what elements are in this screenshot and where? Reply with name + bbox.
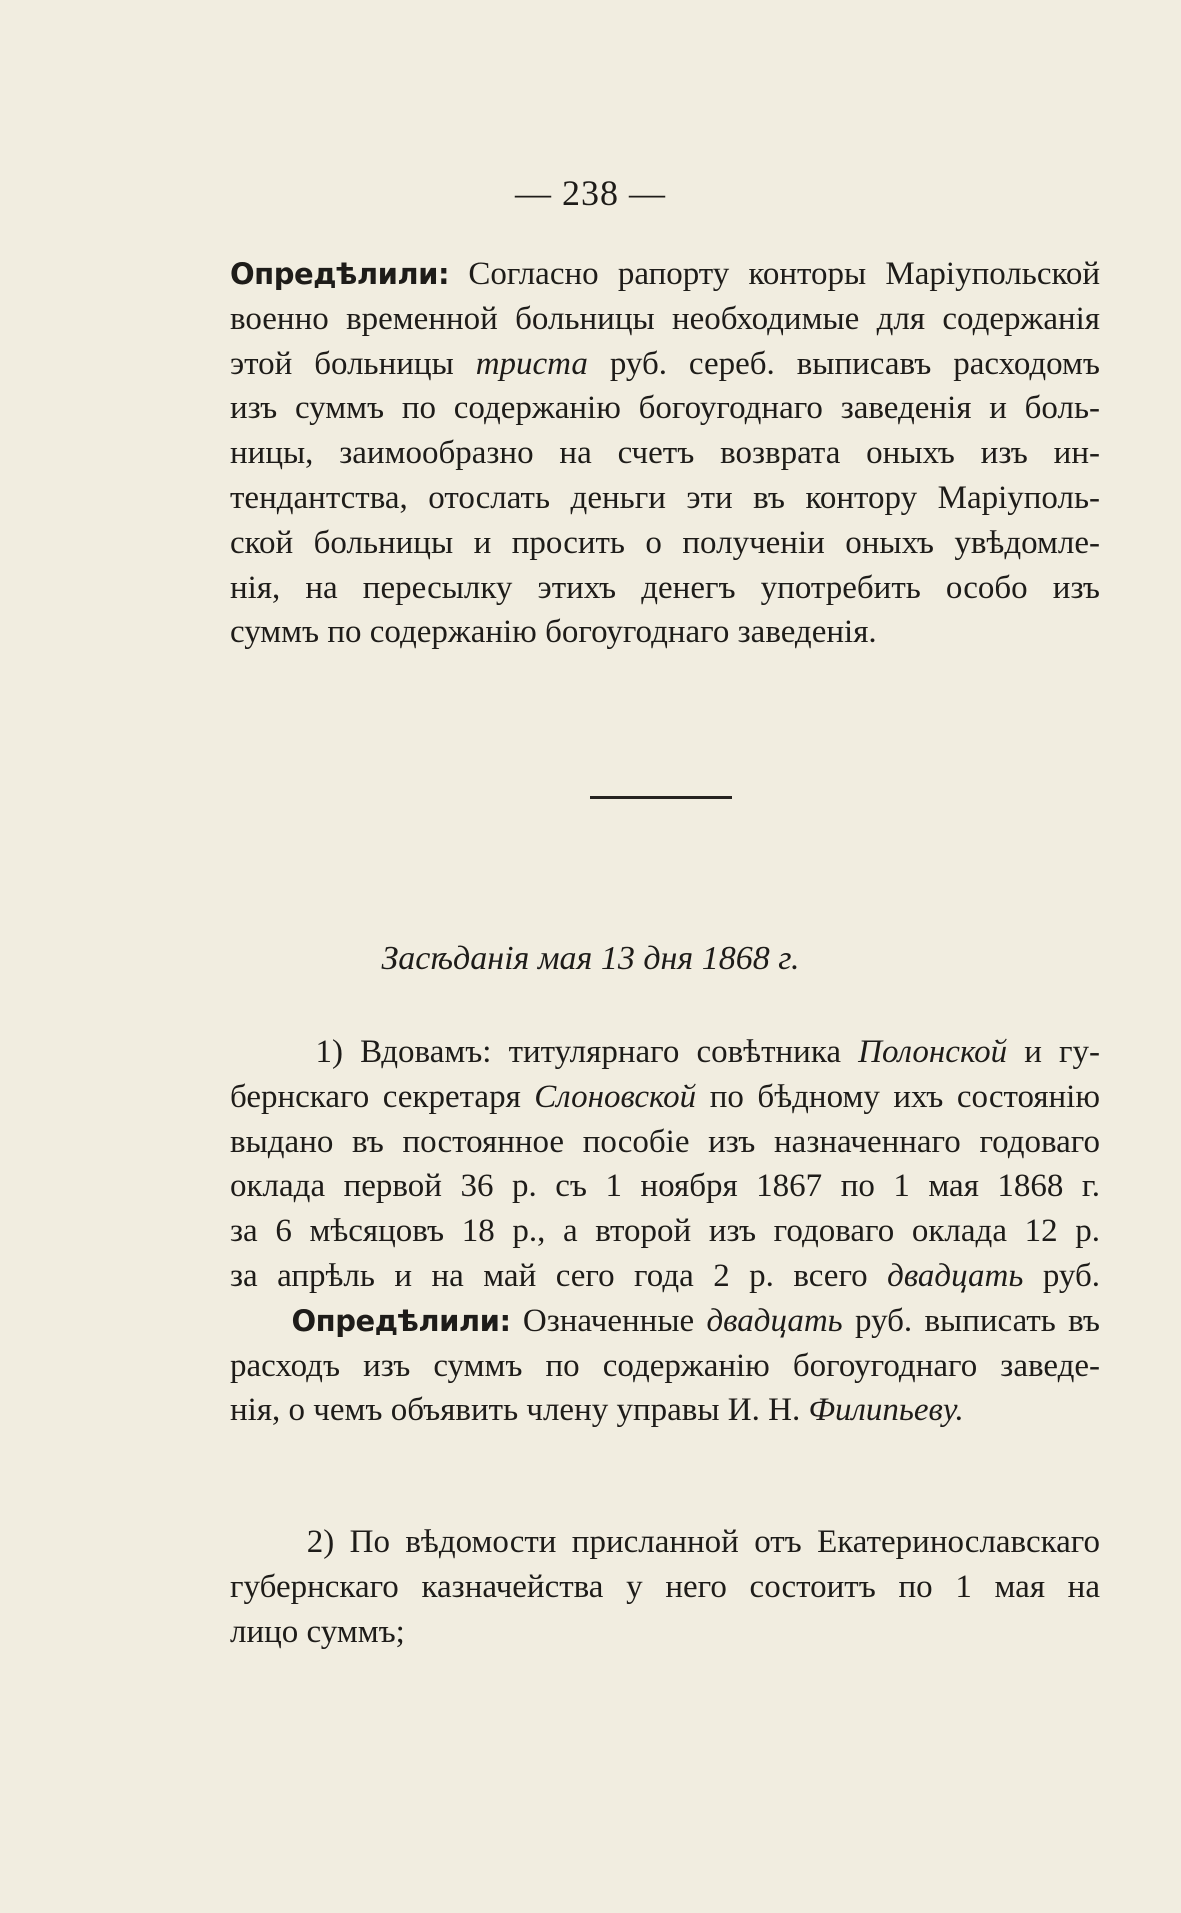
text-run: за 6 мѣсяцовъ 18 р., а второй изъ годоваго оклада 12 р. [230,1213,1100,1250]
text-run: суммъ по содержанію богоугоднаго заведенія. [230,614,877,651]
text-run: губернскаго казначейства у него состоитъ по 1 мая на [230,1568,1100,1605]
text-run: оклада первой 36 р. съ 1 ноября 1867 по 1 мая 1868 г. [230,1168,1100,1205]
emphasized-text: двадцать [706,1302,843,1339]
text-line [230,521,1100,566]
text-run: изъ суммъ по содержанію богоугоднаго заведенія и боль- [230,390,1100,427]
text-line [230,1254,1100,1299]
text-line [230,1164,1100,1209]
text-run: руб. [1023,1257,1100,1294]
text-line [230,342,1100,387]
text-line [230,1520,1100,1565]
text-run: тендантства, отослать деньги эти въ контору Маріуполь- [230,479,1100,516]
text-run: ской больницы и просить о полученіи оныхъ увѣдомле- [230,524,1100,561]
text-line [230,566,1100,611]
text-line [230,252,1100,297]
text-line [230,1610,1100,1655]
text-run: лицо суммъ; [230,1613,405,1650]
text-run: нія, о чемъ объявить члену управы И. Н. [230,1392,809,1429]
emphasized-text: триста [475,345,588,382]
text-line [230,1209,1100,1254]
section-divider [590,796,732,799]
text-line [230,1388,1100,1433]
text-run: Согласно рапорту конторы Маріупольской [449,256,1100,292]
text-run: ницы, заимообразно на счетъ возврата оныхъ изъ ин- [230,435,1100,472]
text-line [230,297,1100,342]
paragraph-item-1-widows [230,1030,1100,1433]
text-run: Означенные [510,1302,707,1339]
text-run: по бѣдному ихъ состоянію [696,1078,1100,1115]
text-run: 2) По вѣдомости присланной отъ Екатеринославскаго [230,1524,1100,1560]
text-run: расходъ изъ суммъ по содержанію богоугоднаго заведе- [230,1347,1100,1384]
session-heading: Засѣданія мая 13 дня 1868 г. [381,940,800,977]
text-run: руб. выписать въ [842,1302,1100,1339]
text-run: этой больницы [230,345,476,382]
text-run: военно временной больницы необходимые для содержанія [230,300,1100,337]
text-line [230,1075,1100,1120]
paragraph-item-2-treasury [230,1520,1100,1654]
text-run: 1) Вдовамъ: титулярнаго совѣтника [230,1034,859,1070]
text-line [230,1120,1100,1165]
text-line [230,1299,1100,1344]
text-run: за апрѣль и на май сего года 2 р. всего [230,1257,888,1294]
text-run: и гу- [1007,1034,1101,1070]
text-run [230,1303,292,1339]
text-line [230,431,1100,476]
text-run: бернскаго секретаря [230,1078,535,1115]
text-run: выдано въ постоянное пособіе изъ назначеннаго годоваго [230,1123,1100,1160]
text-line [230,610,1100,655]
text-line [230,1344,1100,1389]
text-run: нія, на пересылку этихъ денегъ употребить особо изъ [230,569,1100,606]
paragraph-resolution-hospital [230,252,1100,655]
emphasized-text: двадцать [887,1257,1024,1294]
resolution-keyword: Опредѣлили: [230,257,450,291]
text-line [230,1030,1100,1075]
emphasized-text: Филипьеву. [808,1392,964,1429]
text-line [230,476,1100,521]
emphasized-text: Полонской [858,1034,1008,1070]
emphasized-text: Слоновской [534,1078,697,1115]
page-number: — 238 — [515,173,666,213]
resolution-keyword: Опредѣлили: [291,1303,511,1338]
text-line [230,386,1100,431]
text-line [230,1565,1100,1610]
text-run: руб. сереб. выписавъ расходомъ [587,345,1100,382]
